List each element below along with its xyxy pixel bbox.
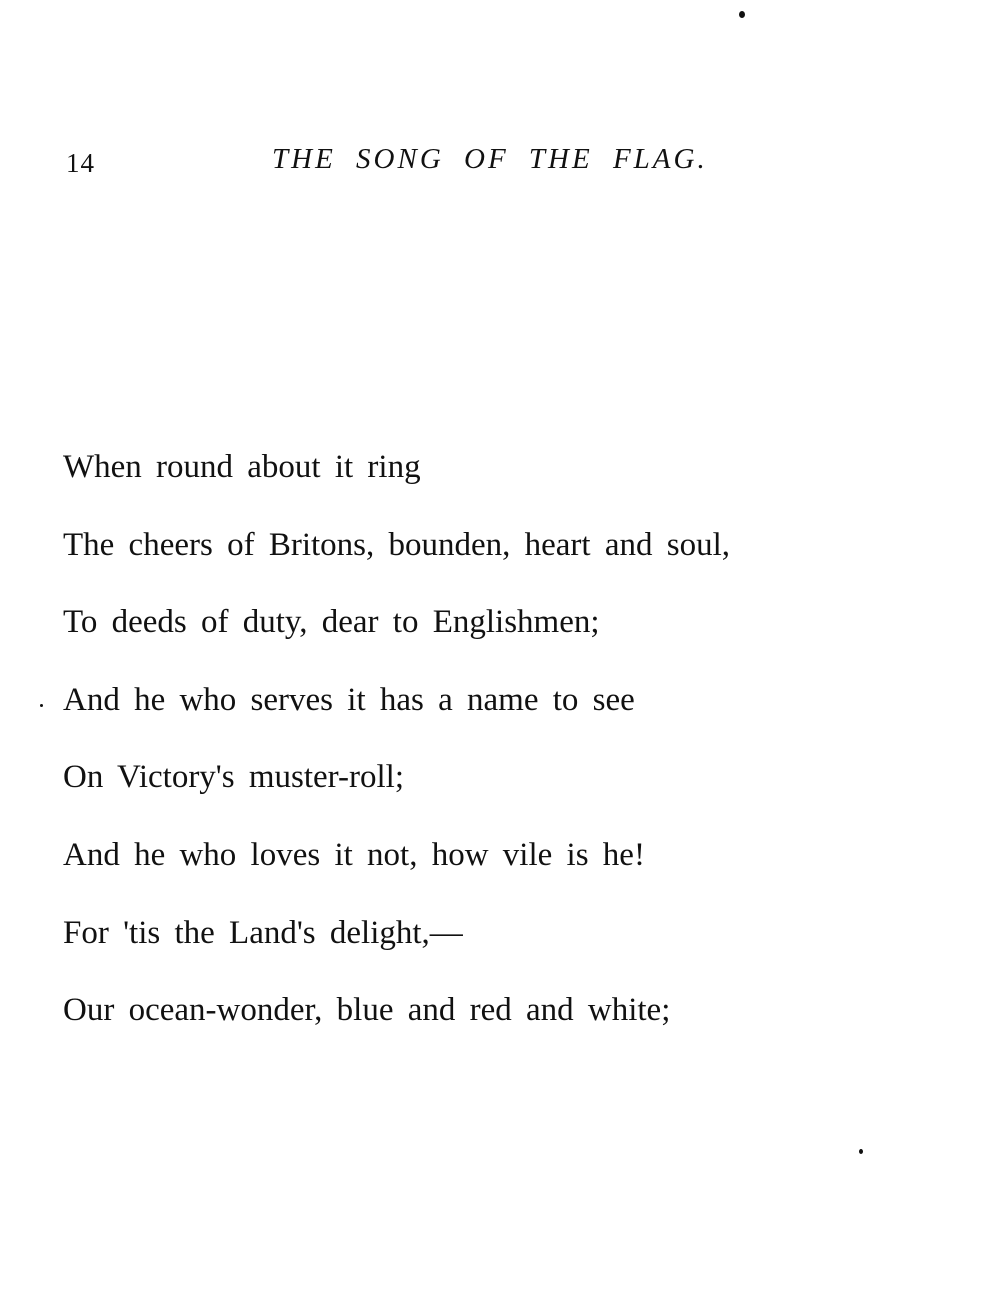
- poem-line: The cheers of Britons, bounden, heart and soul,: [63, 526, 731, 563]
- ink-speck: [859, 1149, 863, 1154]
- page-number: 14: [66, 148, 95, 178]
- poem-line: To deeds of duty, dear to Englishmen;: [63, 604, 600, 641]
- poem-line: And he who loves it not, how vile is he!: [63, 836, 645, 873]
- poem-line: For 'tis the Land's delight,—: [63, 914, 463, 951]
- poem-line: And he who serves it has a name to see: [63, 681, 635, 718]
- poem-line: On Victory's muster-roll;: [63, 759, 404, 796]
- ink-speck: [739, 11, 745, 18]
- poem-line: Our ocean-wonder, blue and red and white;: [63, 992, 671, 1029]
- running-head: THE SONG OF THE FLAG.: [272, 143, 708, 175]
- poem-line: When round about it ring: [63, 449, 421, 485]
- poem-stanza: [63, 447, 730, 1068]
- ink-speck: [40, 704, 43, 707]
